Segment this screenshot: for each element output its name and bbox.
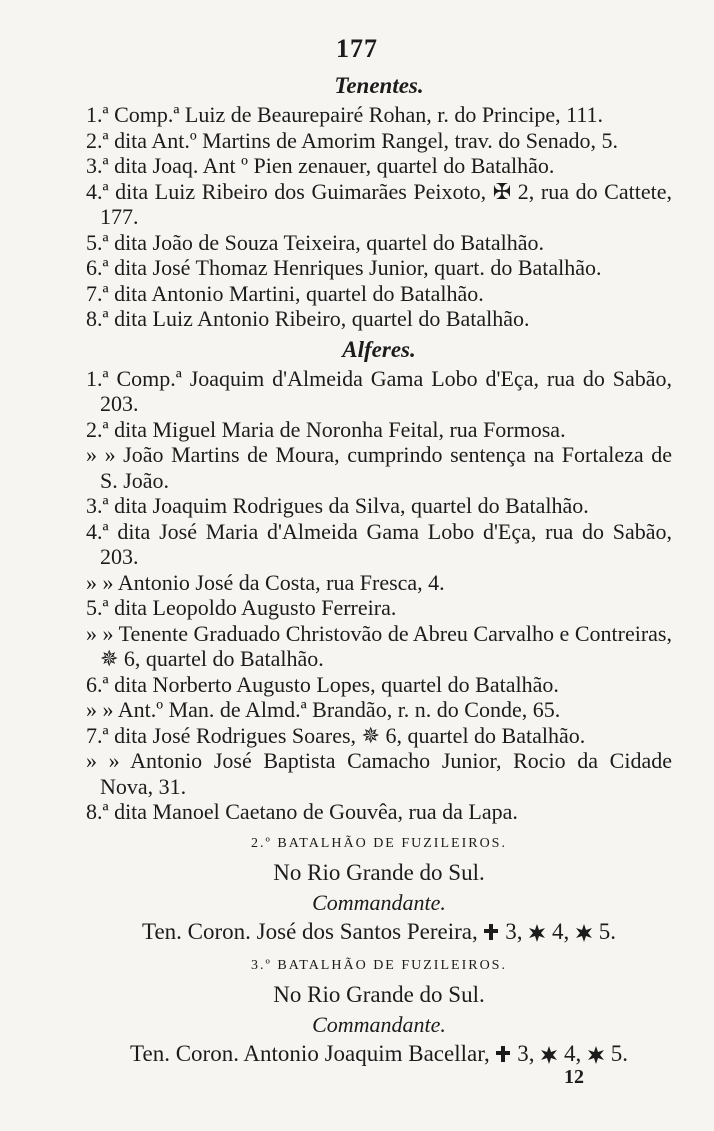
roster-entry: 2.ª dita Miguel Maria de Noronha Feital, rua Formosa. bbox=[86, 416, 566, 442]
star-order-icon bbox=[540, 1042, 558, 1060]
roster-entry: 4.ª dita José Maria d'Almeida Gama Lobo d'Eça, rua do Sabão, 203. bbox=[86, 518, 672, 569]
roster-entry: 5.ª dita João de Souza Teixeira, quartel do Batalhão. bbox=[86, 229, 545, 255]
roster-entry: 7.ª dita José Rodrigues Soares, ✵ 6, quartel do Batalhão. bbox=[86, 722, 586, 748]
honour-value: 4 bbox=[551, 918, 564, 944]
roster-entry: 2.ª dita Ant.º Martins de Amorim Rangel, trav. do Senado, 5. bbox=[86, 127, 619, 153]
honour-value: 3 bbox=[517, 1040, 529, 1066]
roster-entry: » » Ant.º Man. de Almd.ª Brandão, r. n. do Conde, 65. bbox=[86, 697, 561, 722]
commander-name: Ten. Coron. José dos Santos Pereira, bbox=[142, 918, 478, 944]
tenentes-list bbox=[86, 102, 672, 332]
section-title-alferes: Alferes. bbox=[342, 336, 416, 362]
honour-value: 5. bbox=[610, 1040, 628, 1066]
roster-entry: 5.ª dita Leopoldo Augusto Ferreira. bbox=[86, 595, 397, 620]
commander-name: Ten. Coron. Antonio Joaquim Bacellar, bbox=[130, 1040, 490, 1066]
signature-mark: 12 bbox=[564, 1066, 584, 1088]
commander-line: Ten. Coron. José dos Santos Pereira, 3, 4, 5. bbox=[142, 918, 616, 944]
roster-entry: 3.ª dita Joaq. Ant º Pien zenauer, quartel do Batalhão. bbox=[86, 153, 555, 178]
page-content bbox=[86, 68, 672, 1069]
commander-title: Commandante. bbox=[312, 889, 446, 915]
roster-entry: » » Antonio José Baptista Camacho Junior, Rocio da Cidade Nova, 31. bbox=[86, 748, 672, 799]
roster-entry: 8.ª dita Luiz Antonio Ribeiro, quartel do Batalhão. bbox=[86, 306, 530, 331]
roster-entry: » » Tenente Graduado Christovão de Abreu Carvalho e Contreiras, ✵ 6, quartel do Batalhão. bbox=[86, 620, 672, 671]
roster-entry: » » João Martins de Moura, cumprindo sentença na Fortaleza de S. João. bbox=[86, 442, 672, 493]
commander-title: Commandante. bbox=[312, 1011, 446, 1037]
honour-value: 3 bbox=[505, 918, 517, 944]
roster-entry: 7.ª dita Antonio Martini, quartel do Batalhão. bbox=[86, 280, 484, 306]
star-order-icon bbox=[575, 920, 593, 938]
roster-entry: » » Antonio José da Costa, rua Fresca, 4. bbox=[86, 569, 445, 595]
page-number: 177 bbox=[336, 34, 378, 63]
cross-icon bbox=[483, 919, 499, 937]
section-title-tenentes: Tenentes. bbox=[334, 73, 424, 98]
battalion-heading: 3.º BATALHÃO DE FUZILEIROS. bbox=[251, 957, 507, 973]
cross-icon bbox=[495, 1041, 511, 1059]
honour-value: 4 bbox=[563, 1040, 576, 1066]
honour-value: 5. bbox=[598, 918, 616, 944]
roster-entry: 6.ª dita José Thomaz Henriques Junior, quart. do Batalhão. bbox=[86, 255, 602, 280]
battalion-location: No Rio Grande do Sul. bbox=[273, 981, 485, 1007]
roster-entry: 1.ª Comp.ª Joaquim d'Almeida Gama Lobo d'Eça, rua do Sabão, 203. bbox=[86, 365, 672, 416]
roster-entry: 3.ª dita Joaquim Rodrigues da Silva, quartel do Batalhão. bbox=[86, 493, 589, 518]
roster-entry: 6.ª dita Norberto Augusto Lopes, quartel do Batalhão. bbox=[86, 671, 559, 697]
star-order-icon bbox=[528, 920, 546, 938]
commander-line: Ten. Coron. Antonio Joaquim Bacellar, 3, 4, 5. bbox=[130, 1040, 628, 1066]
roster-entry: 4.ª dita Luiz Ribeiro dos Guimarães Peixoto, ✠ 2, rua do Cattete, 177. bbox=[86, 178, 672, 229]
roster-entry: 8.ª dita Manoel Caetano de Gouvêa, rua da Lapa. bbox=[86, 799, 518, 824]
star-order-icon bbox=[587, 1042, 605, 1060]
roster-entry: 1.ª Comp.ª Luiz de Beaurepairé Rohan, r. do Principe, 111. bbox=[86, 102, 603, 127]
alferes-list bbox=[86, 366, 672, 825]
battalion-location: No Rio Grande do Sul. bbox=[273, 859, 485, 885]
battalion-heading: 2.º BATALHÃO DE FUZILEIROS. bbox=[251, 835, 507, 851]
